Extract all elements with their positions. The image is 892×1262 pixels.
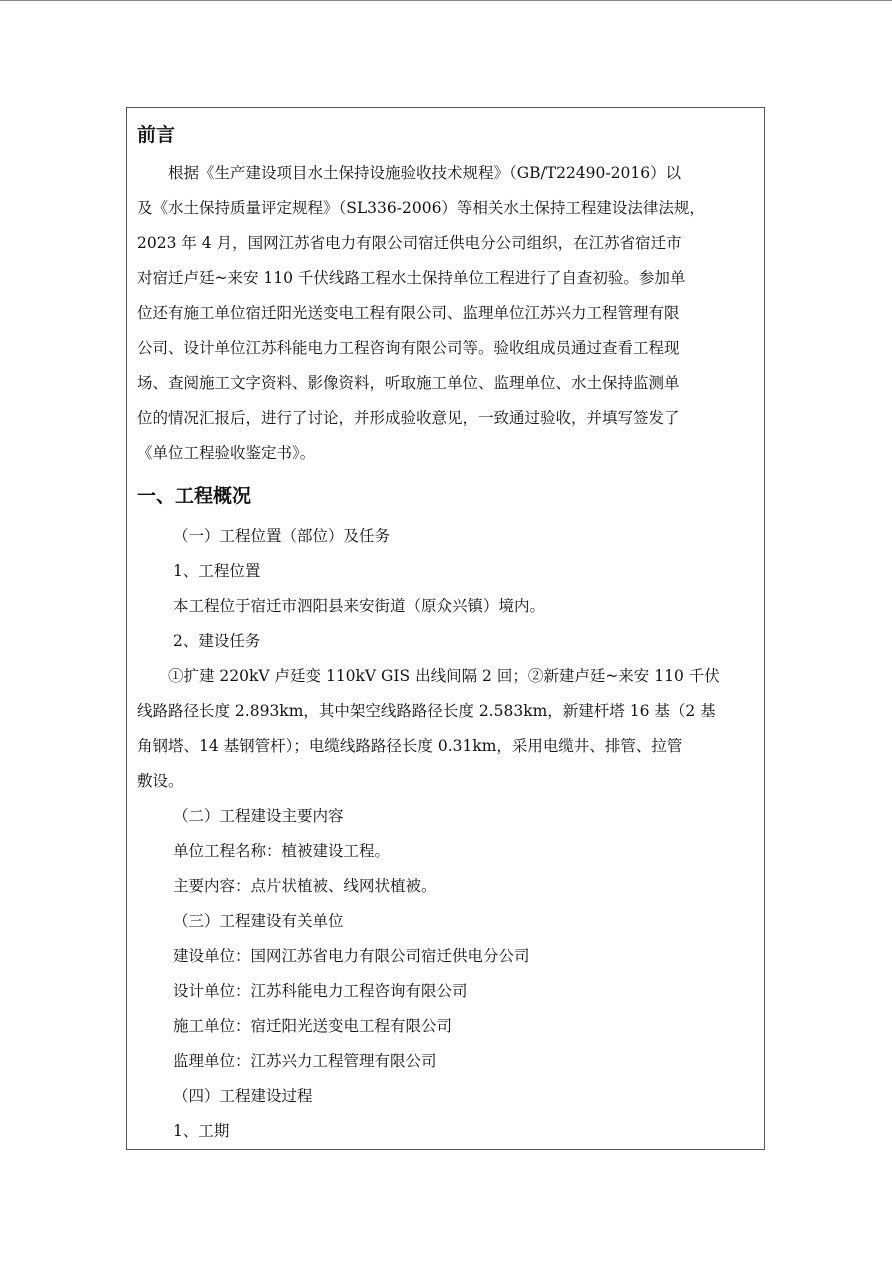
main-content-text: 主要内容：点片状植被、线网状植被。: [173, 877, 437, 895]
item-task-title: 2、建设任务: [173, 632, 261, 650]
supervisor-unit: 监理单位：江苏兴力工程管理有限公司: [173, 1052, 437, 1070]
document-frame: [126, 107, 765, 1150]
preface-paragraph: [137, 156, 757, 471]
task-line: ①扩建 220kV 卢廷变 110kV GIS 出线间隔 2 回；②新建卢廷~来安 110 千伏: [137, 667, 720, 685]
page-top-border: [0, 0, 892, 1]
section-heading-overview: 一、工程概况: [137, 485, 252, 507]
designer-unit: 设计单位：江苏科能电力工程咨询有限公司: [173, 982, 468, 1000]
preface-line: 《单位工程验收鉴定书》。: [137, 444, 316, 462]
constructor-unit: 施工单位：宿迁阳光送变电工程有限公司: [173, 1017, 453, 1035]
builder-unit: 建设单位：国网江苏省电力有限公司宿迁供电分公司: [173, 947, 530, 965]
task-line: 敷设。: [137, 772, 184, 790]
subsection-location-task: （一）工程位置（部位）及任务: [173, 527, 391, 545]
task-line: 角钢塔、14 基钢管杆）；电缆线路路径长度 0.31km，采用电缆井、排管、拉管: [137, 737, 683, 755]
task-paragraph: [137, 659, 757, 799]
preface-line: 对宿迁卢廷~来安 110 千伏线路工程水土保持单位工程进行了自查初验。参加单: [137, 269, 686, 287]
unit-project-name: 单位工程名称：植被建设工程。: [173, 842, 391, 860]
item-location-title: 1、工程位置: [173, 562, 261, 580]
preface-line: 2023 年 4 月，国网江苏省电力有限公司宿迁供电分公司组织，在江苏省宿迁市: [137, 234, 682, 252]
item-period-title: 1、工期: [173, 1122, 230, 1140]
task-line: 线路路径长度 2.893km，其中架空线路路径长度 2.583km，新建杆塔 16 基（2 基: [137, 702, 716, 720]
preface-line: 及《水土保持质量评定规程》（SL336-2006）等相关水土保持工程建设法律法规，: [137, 199, 705, 217]
subsection-main-content: （二）工程建设主要内容: [173, 807, 344, 825]
preface-line: 场、查阅施工文字资料、影像资料，听取施工单位、监理单位、水土保持监测单: [137, 374, 680, 392]
subsection-construction-process: （四）工程建设过程: [173, 1087, 313, 1105]
preface-heading: 前言: [137, 124, 176, 146]
preface-line: 公司、设计单位江苏科能电力工程咨询有限公司等。验收组成员通过查看工程现: [137, 339, 680, 357]
location-text: 本工程位于宿迁市泗阳县来安街道（原众兴镇）境内。: [173, 597, 546, 615]
preface-line: 位的情况汇报后，进行了讨论，并形成验收意见，一致通过验收，并填写签发了: [137, 409, 680, 427]
preface-line: 位还有施工单位宿迁阳光送变电工程有限公司、监理单位江苏兴力工程管理有限: [137, 304, 680, 322]
subsection-related-units: （三）工程建设有关单位: [173, 912, 344, 930]
preface-line: 根据《生产建设项目水土保持设施验收技术规程》（GB/T22490-2016）以: [137, 164, 682, 182]
